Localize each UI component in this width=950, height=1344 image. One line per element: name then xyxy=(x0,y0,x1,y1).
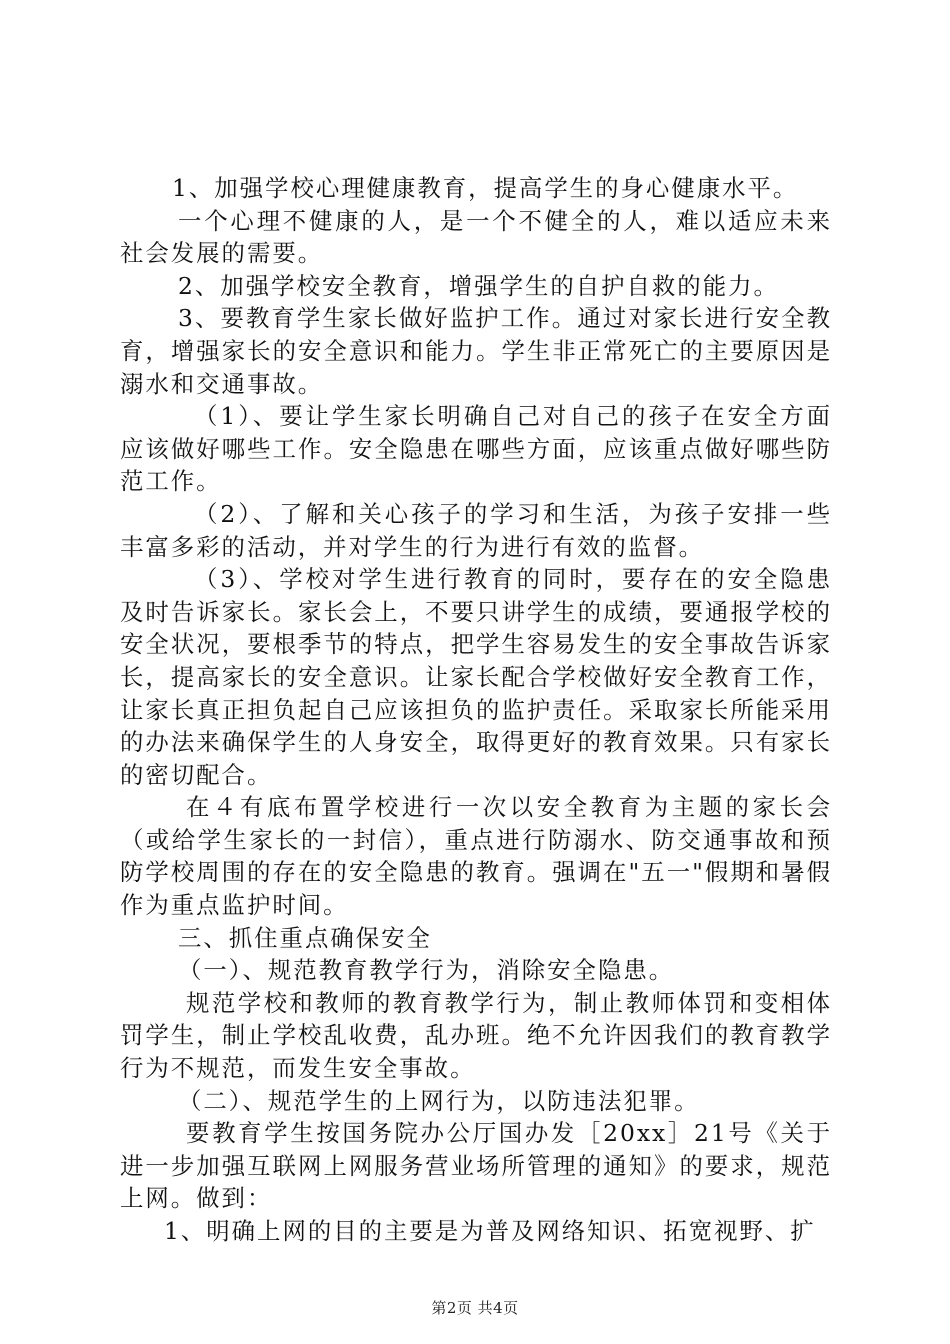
paragraph-subitem-1: （1）、要让学生家长明确自己对自己的孩子在安全方面应该做好哪些工作。安全隐患在哪些方面，应该重点做好哪些防范工作。 xyxy=(120,402,832,496)
section-heading-3: 三、抓住重点确保安全 xyxy=(178,923,432,952)
paragraph-item-1: 1、加强学校心理健康教育，提高学生的身心健康水平。 xyxy=(172,174,799,202)
page-footer: 第2页 共4页 xyxy=(431,1299,519,1317)
paragraph-meeting: 在４有底布置学校进行一次以安全教育为主题的家长会（或给学生家长的一封信），重点进行防溺水、防交通事故和预防学校周围的存在的安全隐患的教育。强调在"五一"假期和暑假作为重点监护时间。 xyxy=(120,793,832,920)
paragraph-internet-item-1: 1、明确上网的目的主要是为普及网络知识、拓宽视野、扩 xyxy=(164,1217,816,1245)
paragraph-item-3: 2、加强学校安全教育，增强学生的自护自救的能力。 xyxy=(178,271,779,300)
paragraph-subitem-3: （3）、学校对学生进行教育的同时，要存在的安全隐患及时告诉家长。家长会上，不要只讲学生的成绩，要通报学校的安全状况，要根季节的特点，把学生容易发生的安全事故告诉家长，提高家长的安全意识。让家长配合学校做好安全教育工作，让家长真正担负起自己应该担负的监护责任。采取家长所能采用的办法来确保学生的人身安全，取得更好的教育效果。只有家长的密切配合。 xyxy=(120,565,832,789)
subsection-heading-2: （二）、规范学生的上网行为，以防违法犯罪。 xyxy=(178,1086,700,1115)
document-body xyxy=(120,172,832,1248)
paragraph-item-4: 3、要教育学生家长做好监护工作。通过对家长进行安全教育，增强家长的安全意识和能力。学生非正常死亡的主要原因是溺水和交通事故。 xyxy=(120,304,832,398)
subsection-heading-1: （一）、规范教育教学行为，消除安全隐患。 xyxy=(178,956,675,985)
paragraph-item-2: 一个心理不健康的人，是一个不健全的人，难以适应未来社会发展的需要。 xyxy=(120,206,832,268)
paragraph-internet: 要教育学生按国务院办公厅国办发［20xx］21号《关于进一步加强互联网上网服务营业场所管理的通知》的要求，规范上网。做到： xyxy=(120,1119,832,1213)
paragraph-regulate-teaching: 规范学校和教师的教育教学行为，制止教师体罚和变相体罚学生，制止学校乱收费，乱办班。绝不允许因我们的教育教学行为不规范，而发生安全事故。 xyxy=(120,988,832,1083)
paragraph-subitem-2: （2）、了解和关心孩子的学习和生活，为孩子安排一些丰富多彩的活动，并对学生的行为进行有效的监督。 xyxy=(120,499,832,561)
